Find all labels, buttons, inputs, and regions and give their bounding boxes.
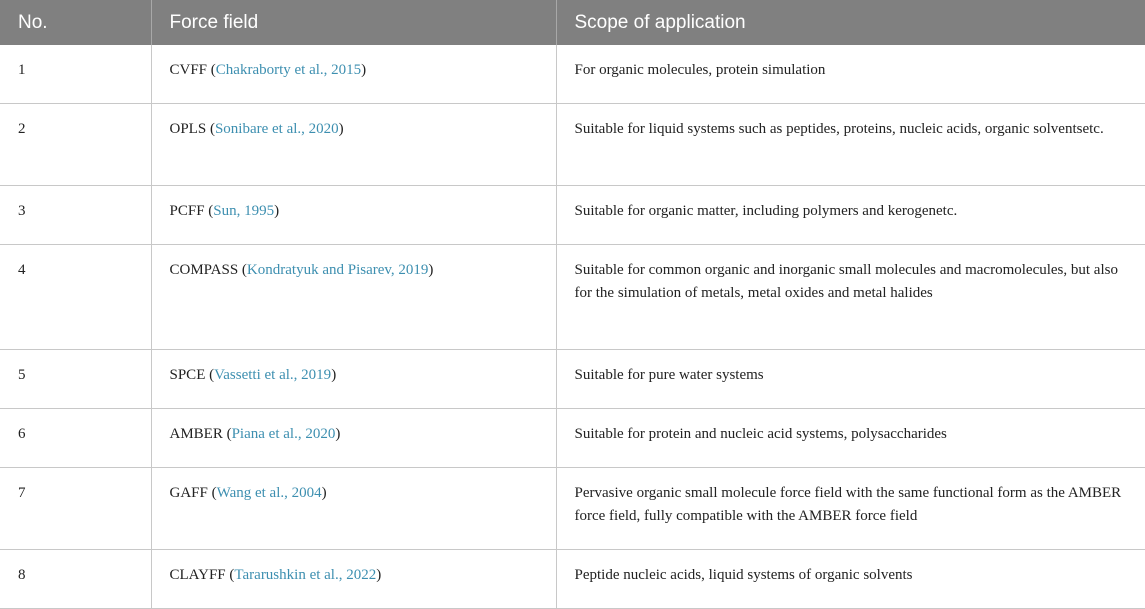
row-number: 4 [0, 245, 151, 350]
citation-link[interactable]: Kondratyuk and Pisarev, 2019 [246, 262, 429, 278]
scope-cell: Pervasive organic small molecule force field with the same functional form as the AMBER force field, fully compatible with the AMBER force field [556, 468, 1145, 550]
row-number: 8 [0, 550, 151, 609]
table-row [0, 409, 1145, 468]
table-row [0, 350, 1145, 409]
scope-cell: Peptide nucleic acids, liquid systems of organic solvents [556, 550, 1145, 609]
force-field-cell: AMBER (Piana et al., 2020) [151, 409, 556, 468]
scope-cell: Suitable for protein and nucleic acid systems, polysaccharides [556, 409, 1145, 468]
force-field-cell: PCFF (Sun, 1995) [151, 186, 556, 245]
force-field-cell: COMPASS (Kondratyuk and Pisarev, 2019) [151, 245, 556, 350]
row-number: 2 [0, 104, 151, 186]
table-row [0, 550, 1145, 609]
table-row [0, 468, 1145, 550]
header-no: No. [0, 0, 151, 45]
force-field-cell: CVFF (Chakraborty et al., 2015) [151, 45, 556, 104]
table-row [0, 245, 1145, 350]
table-row [0, 186, 1145, 245]
force-field-name: GAFF [169, 485, 208, 501]
scope-cell: Suitable for liquid systems such as peptides, proteins, nucleic acids, organic solventsetc. [556, 104, 1145, 186]
citation-link[interactable]: Piana et al., 2020 [231, 426, 336, 442]
row-number: 5 [0, 350, 151, 409]
table-header-row [0, 0, 1145, 45]
force-field-cell: SPCE (Vassetti et al., 2019) [151, 350, 556, 409]
scope-cell: For organic molecules, protein simulation [556, 45, 1145, 104]
force-field-name: PCFF [169, 203, 205, 219]
citation-link[interactable]: Wang et al., 2004 [216, 485, 322, 501]
scope-cell: Suitable for organic matter, including polymers and kerogenetc. [556, 186, 1145, 245]
force-field-name: SPCE [169, 367, 206, 383]
scope-cell: Suitable for common organic and inorganic small molecules and macromolecules, but also for the simulation of metals, metal oxides and metal halides [556, 245, 1145, 350]
scope-cell: Suitable for pure water systems [556, 350, 1145, 409]
table-row [0, 45, 1145, 104]
citation-link[interactable]: Sun, 1995 [213, 203, 275, 219]
row-number: 7 [0, 468, 151, 550]
row-number: 1 [0, 45, 151, 104]
force-field-name: OPLS [169, 121, 207, 137]
header-force-field: Force field [151, 0, 556, 45]
force-field-cell: OPLS (Sonibare et al., 2020) [151, 104, 556, 186]
table-row [0, 104, 1145, 186]
force-field-name: COMPASS [169, 262, 239, 278]
force-field-cell: CLAYFF (Tararushkin et al., 2022) [151, 550, 556, 609]
force-field-name: AMBER [169, 426, 223, 442]
header-scope: Scope of application [556, 0, 1145, 45]
citation-link[interactable]: Vassetti et al., 2019 [214, 367, 332, 383]
citation-link[interactable]: Chakraborty et al., 2015 [215, 62, 362, 78]
row-number: 6 [0, 409, 151, 468]
force-field-cell: GAFF (Wang et al., 2004) [151, 468, 556, 550]
citation-link[interactable]: Sonibare et al., 2020 [214, 121, 339, 137]
row-number: 3 [0, 186, 151, 245]
force-field-name: CLAYFF [169, 567, 226, 583]
force-field-name: CVFF [169, 62, 208, 78]
citation-link[interactable]: Tararushkin et al., 2022 [234, 567, 377, 583]
